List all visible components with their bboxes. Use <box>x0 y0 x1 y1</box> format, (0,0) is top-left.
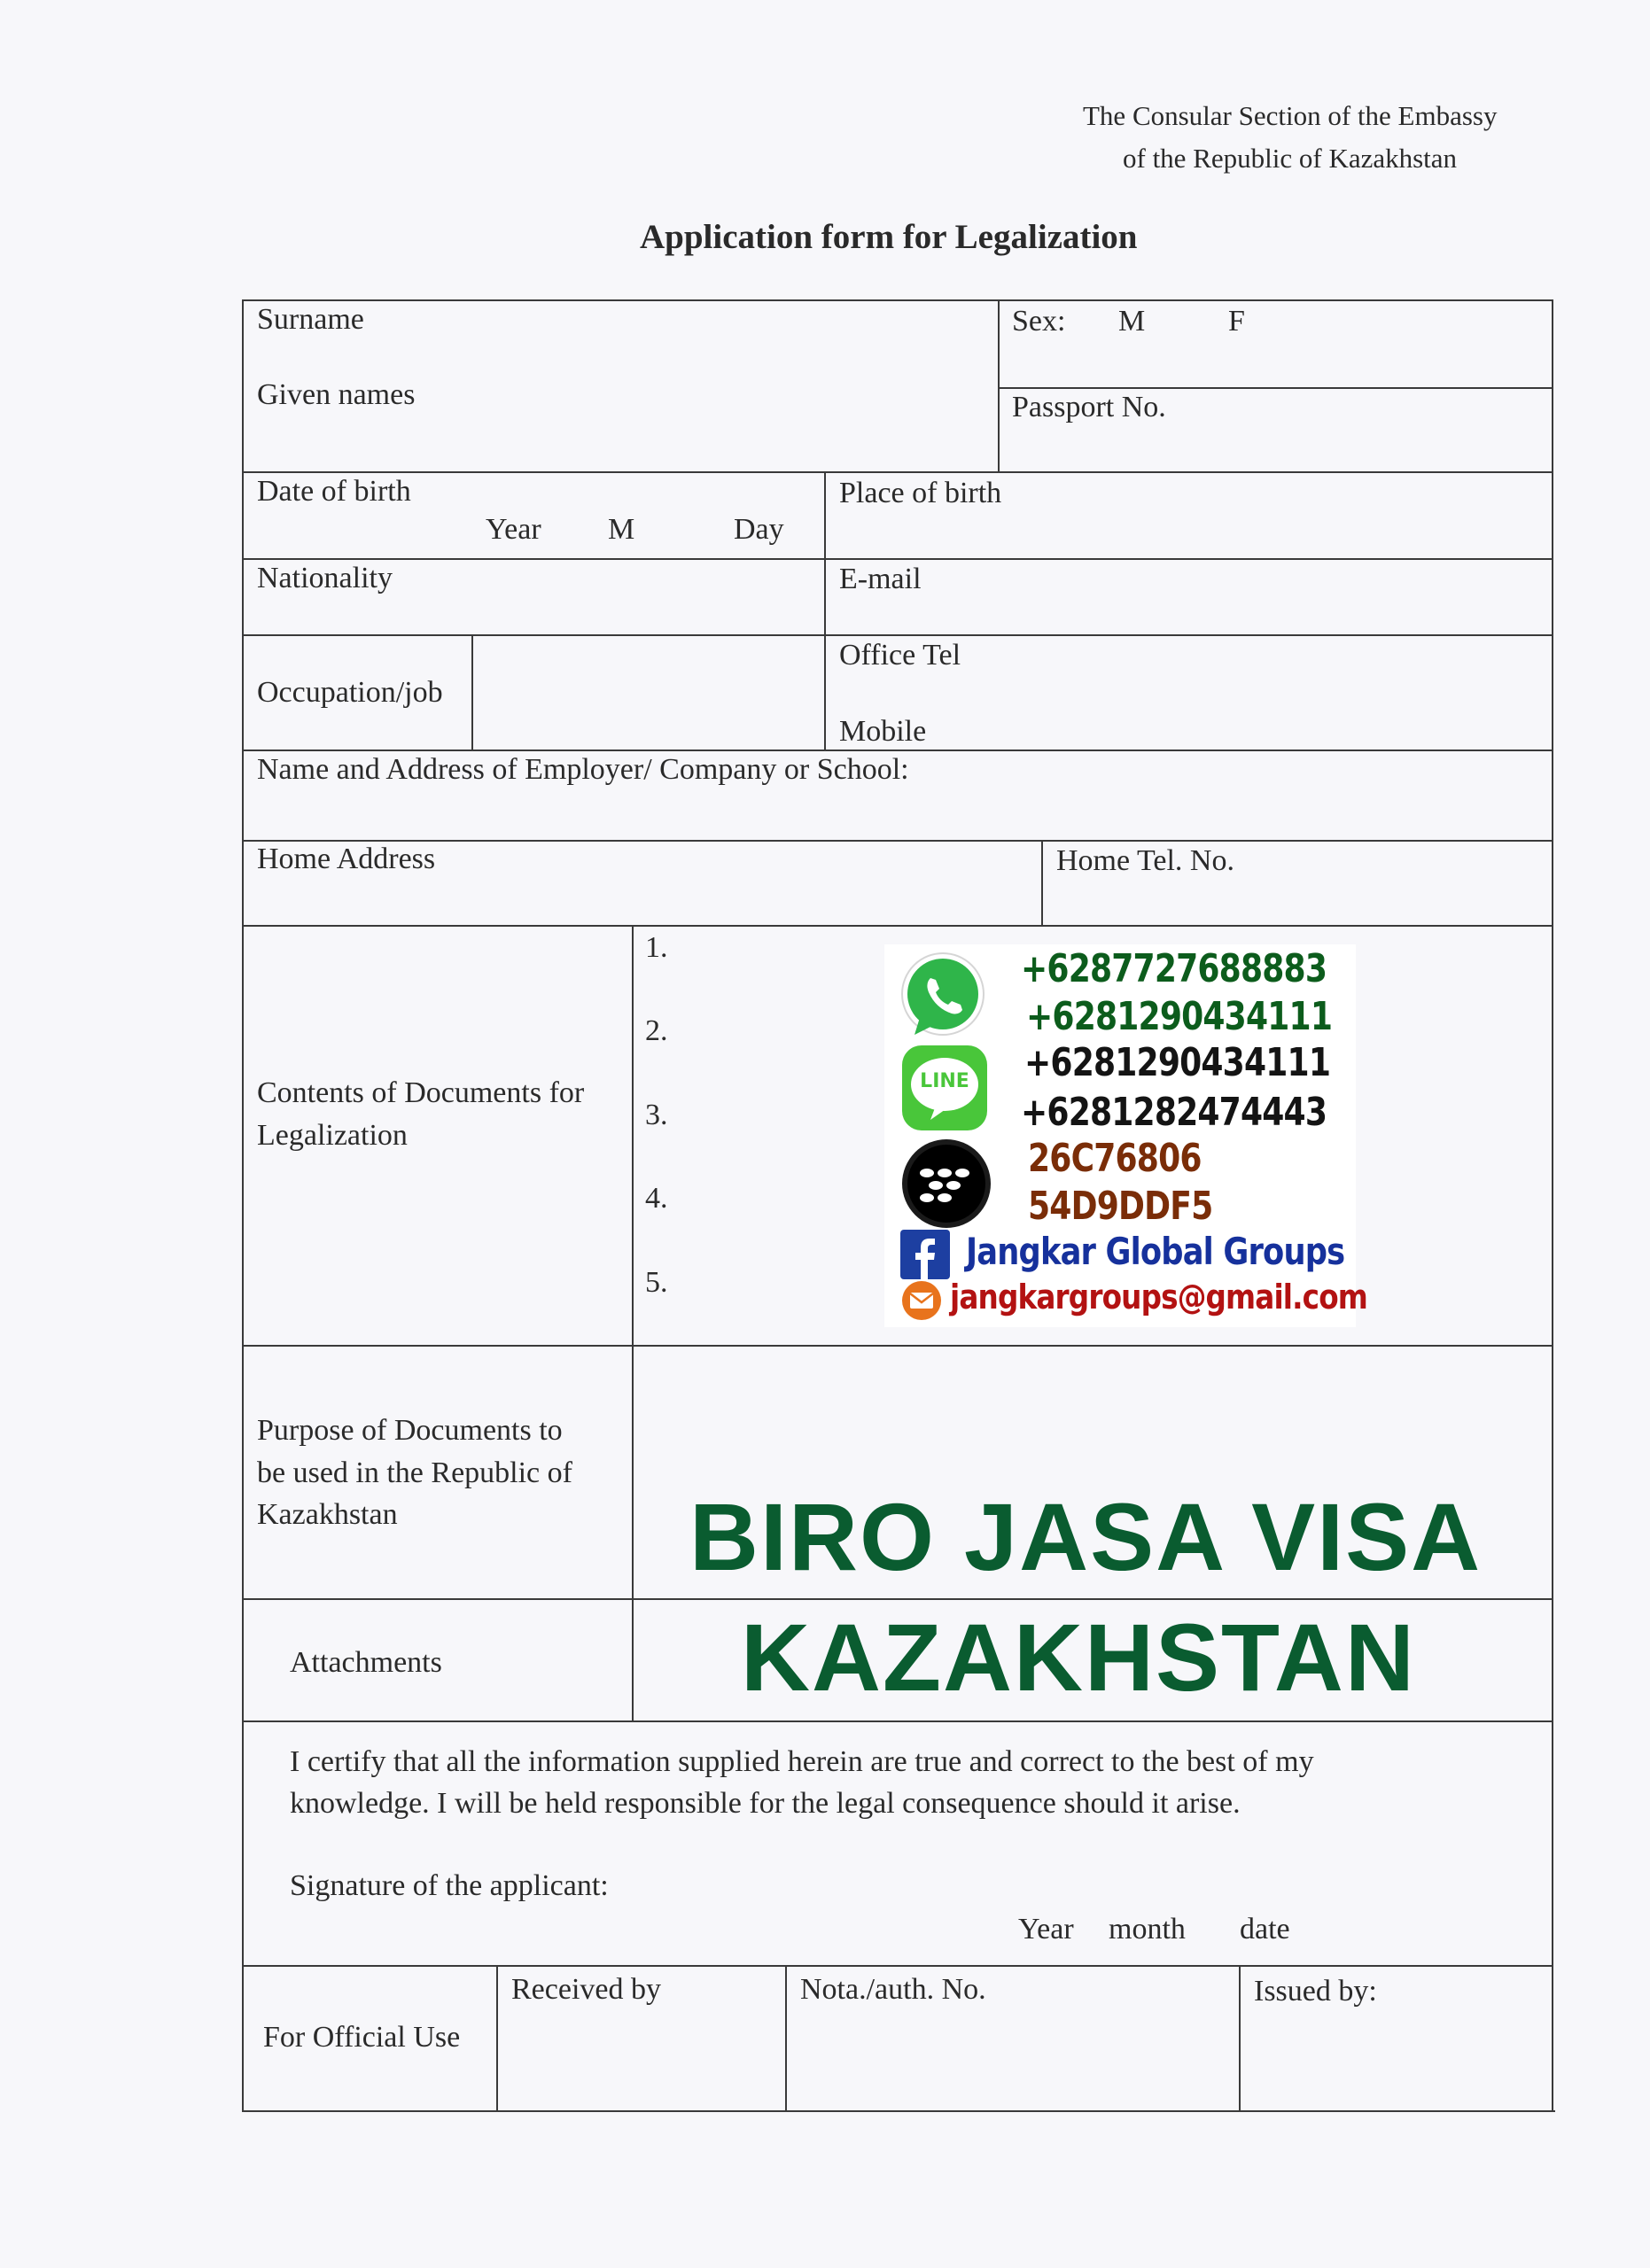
contact-email: jangkargroups@gmail.com <box>950 1278 1367 1317</box>
purpose-label-line2: be used in the Republic of <box>257 1456 572 1489</box>
embassy-header-line1: The Consular Section of the Embassy <box>1083 100 1498 131</box>
surname-label: Surname <box>257 303 364 336</box>
phone-number-3: +6281290434111 <box>1024 1040 1331 1085</box>
issued-by-label: Issued by: <box>1254 1975 1377 2008</box>
dob-month-label: M <box>608 513 635 546</box>
date-of-birth-label: Date of birth <box>257 475 411 508</box>
doc-number-5: 5. <box>645 1266 668 1299</box>
signature-month-label: month <box>1109 1913 1186 1946</box>
form-title: Application form for Legalization <box>640 218 1138 256</box>
doc-number-4: 4. <box>645 1182 668 1215</box>
attachments-label: Attachments <box>290 1646 442 1679</box>
passport-no-label: Passport No. <box>1012 391 1166 423</box>
embassy-header-line2: of the Republic of Kazakhstan <box>1123 143 1458 174</box>
sex-f-option: F <box>1228 305 1245 338</box>
contact-overlay <box>884 944 1367 1327</box>
email-label: E-mail <box>839 563 922 595</box>
phone-number-2: +6281290434111 <box>1026 994 1333 1039</box>
received-by-label: Received by <box>511 1973 661 2006</box>
place-of-birth-label: Place of birth <box>839 477 1002 509</box>
line-app-icon <box>900 1044 989 1132</box>
certify-text-line1: I certify that all the information supplied herein are true and correct to the best of my <box>290 1745 1314 1778</box>
bbm-pin-1: 26C76806 <box>1028 1136 1202 1181</box>
purpose-label-line3: Kazakhstan <box>257 1498 398 1531</box>
nationality-label: Nationality <box>257 562 393 594</box>
doc-number-3: 3. <box>645 1099 668 1131</box>
given-names-label: Given names <box>257 378 416 411</box>
contents-label-line2: Legalization <box>257 1119 408 1152</box>
whatsapp-icon <box>897 950 989 1042</box>
purpose-label-line1: Purpose of Documents to <box>257 1414 563 1447</box>
doc-number-2: 2. <box>645 1014 668 1047</box>
sex-label: Sex: <box>1012 305 1066 338</box>
signature-year-label: Year <box>1018 1913 1074 1946</box>
phone-number-1: +6287727688883 <box>1021 946 1327 991</box>
mail-icon <box>900 1279 943 1322</box>
watermark-line1: BIRO JASA VISA <box>689 1483 1483 1590</box>
sex-m-option: M <box>1118 305 1146 338</box>
bbm-pin-2: 54D9DDF5 <box>1028 1184 1213 1229</box>
signature-label: Signature of the applicant: <box>290 1869 609 1902</box>
office-tel-label: Office Tel <box>839 639 961 672</box>
dob-year-label: Year <box>486 513 541 546</box>
mobile-label: Mobile <box>839 715 927 748</box>
occupation-label: Occupation/job <box>257 676 443 709</box>
home-tel-label: Home Tel. No. <box>1056 844 1234 877</box>
doc-number-1: 1. <box>645 931 668 964</box>
watermark-line2: KAZAKHSTAN <box>741 1604 1416 1711</box>
blackberry-icon <box>900 1138 992 1230</box>
certify-text-line2: knowledge. I will be held responsible for the legal consequence should it arise. <box>290 1787 1241 1820</box>
phone-number-4: +6281282474443 <box>1021 1090 1327 1135</box>
dob-day-label: Day <box>734 513 784 546</box>
facebook-name: Jangkar Global Groups <box>966 1230 1345 1273</box>
facebook-icon <box>900 1230 950 1279</box>
signature-date-label: date <box>1240 1913 1290 1946</box>
official-use-label: For Official Use <box>263 2021 461 2054</box>
employer-label: Name and Address of Employer/ Company or School: <box>257 753 909 786</box>
contents-label-line1: Contents of Documents for <box>257 1076 585 1109</box>
home-address-label: Home Address <box>257 843 436 875</box>
nota-auth-label: Nota./auth. No. <box>800 1973 986 2006</box>
line-badge-text: LINE <box>920 1070 969 1092</box>
